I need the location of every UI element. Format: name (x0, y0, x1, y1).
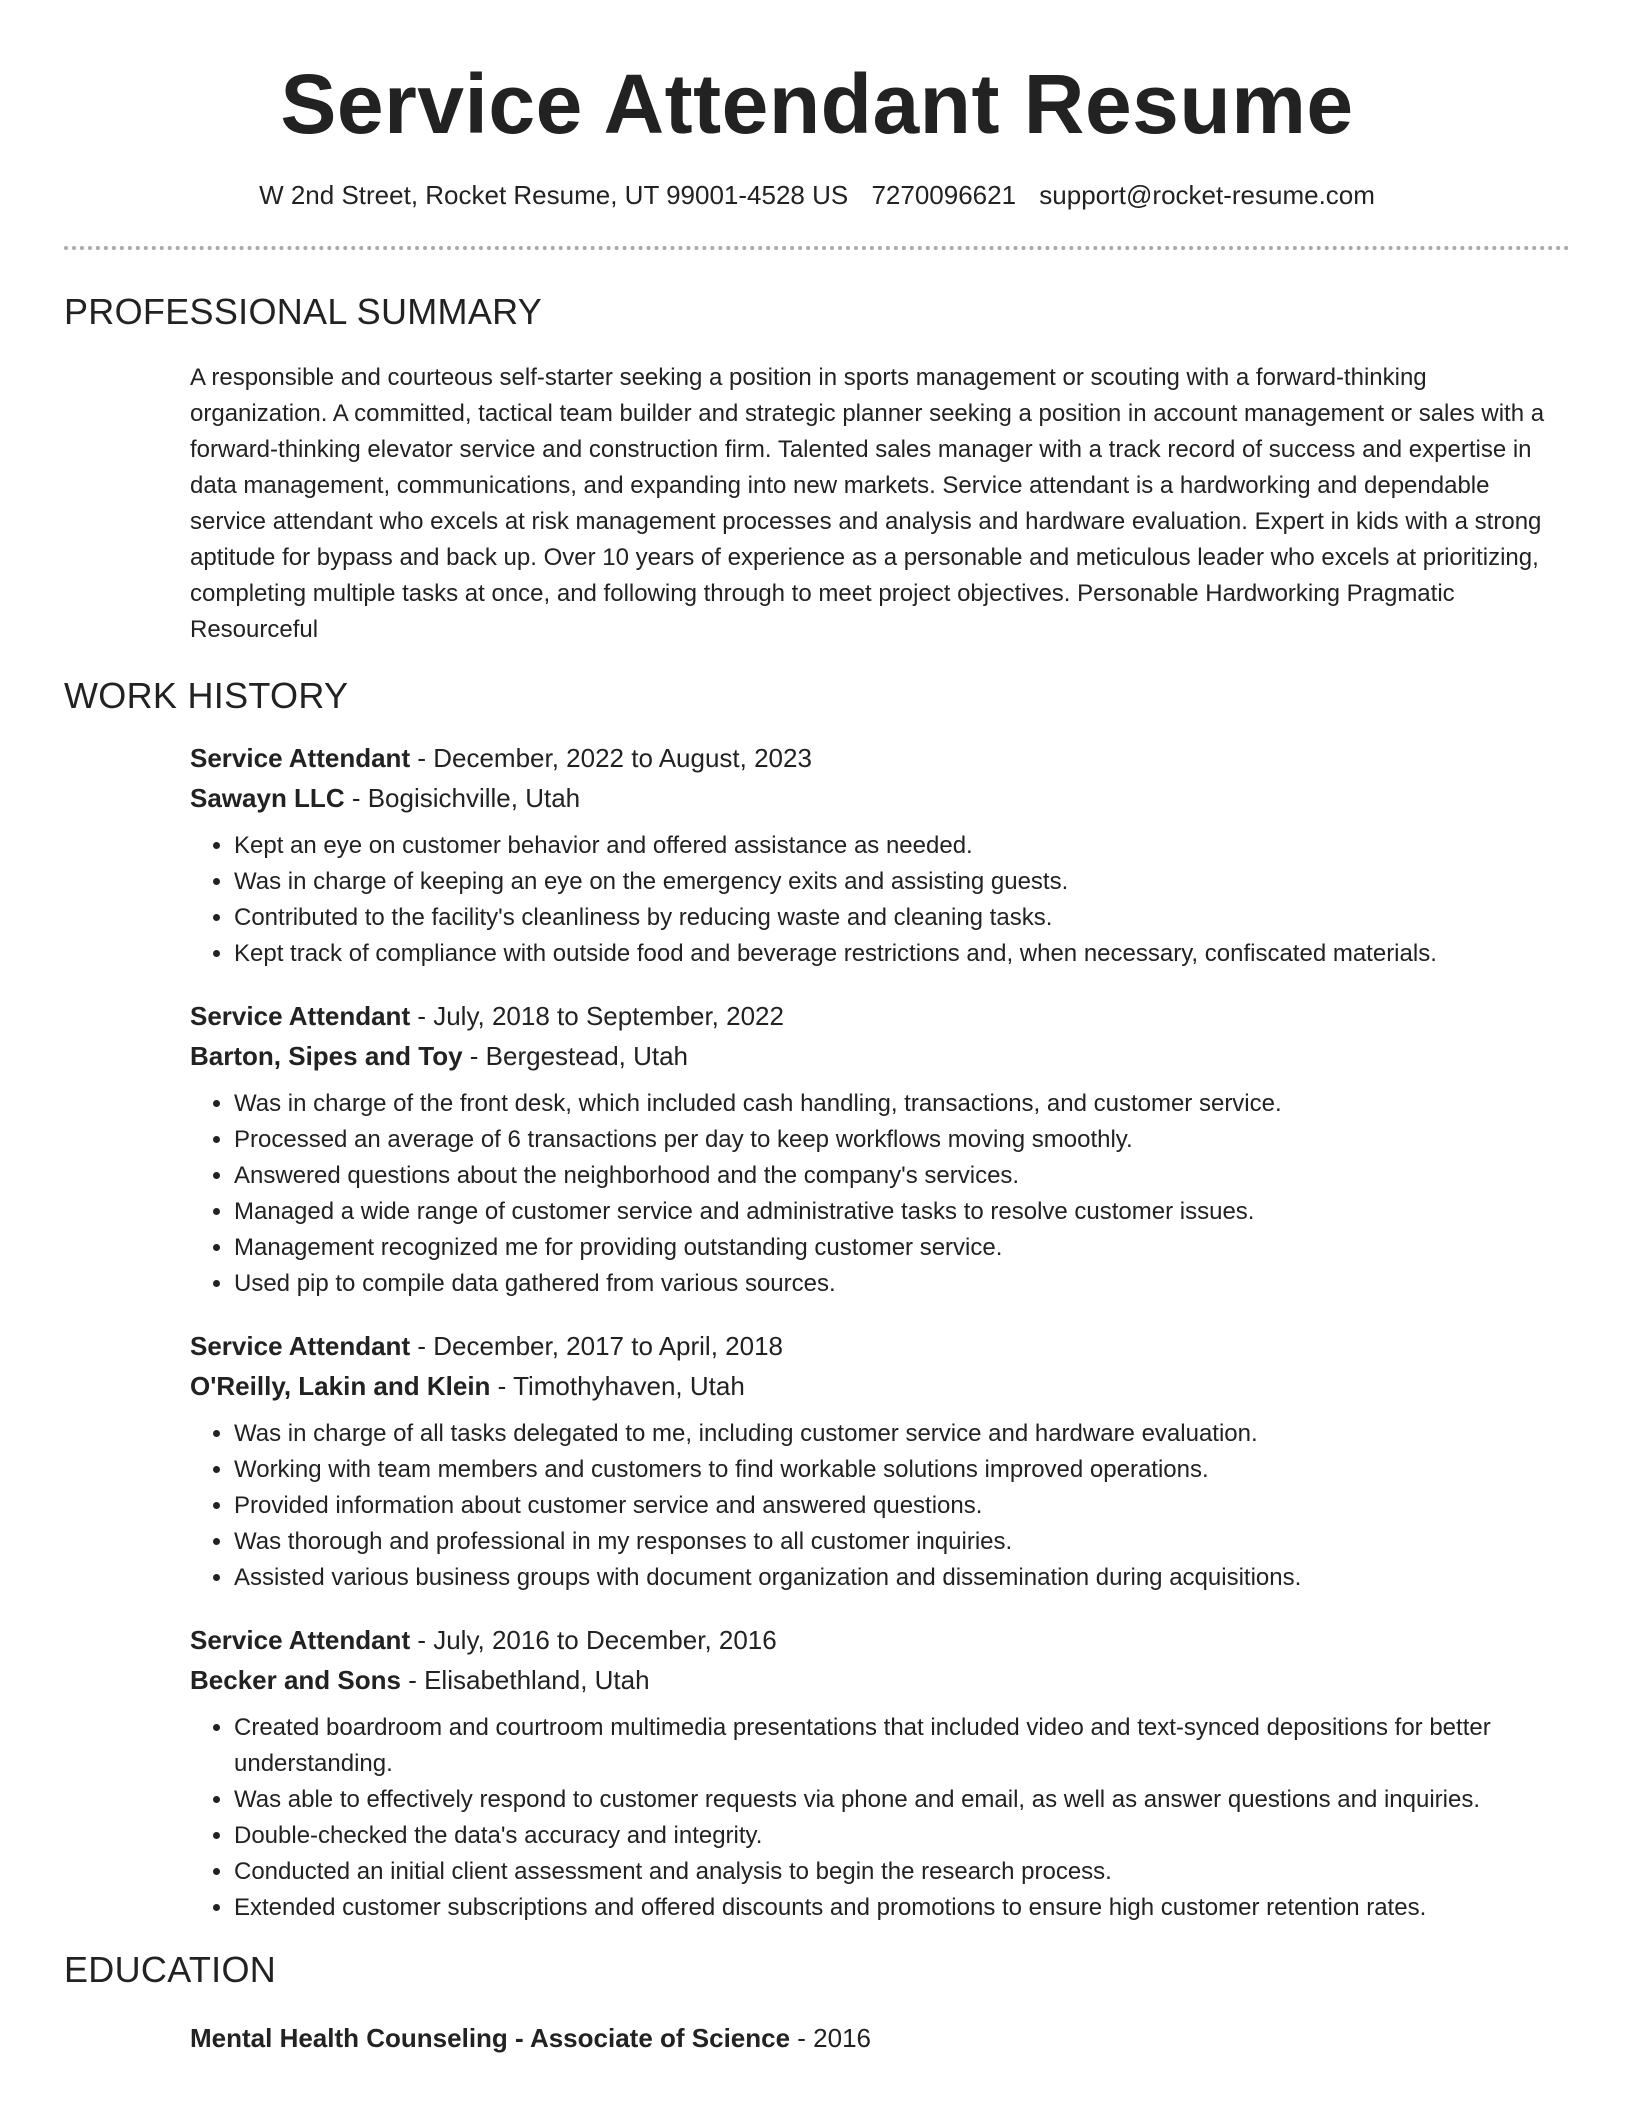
page-title: Service Attendant Resume (280, 57, 1354, 151)
work-history-section (64, 674, 1570, 1926)
job-company-line (190, 1036, 1570, 1076)
job-title: Service Attendant (190, 1001, 411, 1031)
job-bullet: • Assisted various business groups with document organization and dissemination during acquisitions. (234, 1560, 1570, 1596)
job-dates: - December, 2017 to April, 2018 (410, 1331, 783, 1361)
education-section (64, 1948, 1570, 2058)
professional-summary-section (64, 290, 1570, 648)
job-location: - Bergestead, Utah (462, 1041, 689, 1071)
job-location: - Timothyhaven, Utah (490, 1371, 745, 1401)
work-history-heading: WORK HISTORY (64, 675, 349, 716)
job-entry (190, 1620, 1570, 1926)
job-bullets (190, 1416, 1570, 1596)
job-entry (190, 1326, 1570, 1596)
contact-line (64, 178, 1570, 212)
job-bullet: • Was in charge of the front desk, which included cash handling, transactions, and customer service. (234, 1086, 1570, 1122)
job-title-line (190, 738, 1570, 778)
job-dates: - December, 2022 to August, 2023 (410, 743, 812, 773)
summary-heading: PROFESSIONAL SUMMARY (64, 291, 543, 332)
job-bullet: • Used pip to compile data gathered from various sources. (234, 1266, 1570, 1302)
job-company: Becker and Sons (190, 1665, 401, 1695)
job-company: Sawayn LLC (190, 783, 345, 813)
job-bullet: • Kept an eye on customer behavior and offered assistance as needed. (234, 828, 1570, 864)
education-entry (190, 2018, 1570, 2058)
job-bullet: • Created boardroom and courtroom multimedia presentations that included video and text-synced depositions for better understanding. (234, 1710, 1570, 1782)
job-title: Service Attendant (190, 1331, 411, 1361)
job-bullet: • Extended customer subscriptions and offered discounts and promotions to ensure high customer retention rates. (234, 1890, 1570, 1926)
job-bullet: • Provided information about customer service and answered questions. (234, 1488, 1570, 1524)
contact-address: W 2nd Street, Rocket Resume, UT 99001-4528 US (259, 180, 849, 210)
job-location: - Elisabethland, Utah (400, 1665, 650, 1695)
education-degree: Mental Health Counseling - Associate of Science (190, 2023, 791, 2053)
job-bullet: • Management recognized me for providing outstanding customer service. (234, 1230, 1570, 1266)
job-bullets (190, 1710, 1570, 1926)
job-bullet: • Kept track of compliance with outside food and beverage restrictions and, when necessary, confiscated materials. (234, 936, 1570, 972)
job-bullet: • Working with team members and customers to find workable solutions improved operations. (234, 1452, 1570, 1488)
job-company-line (190, 778, 1570, 818)
job-title-line (190, 996, 1570, 1036)
job-bullet: • Was in charge of all tasks delegated to me, including customer service and hardware evaluation. (234, 1416, 1570, 1452)
job-bullets (190, 1086, 1570, 1302)
job-bullet: • Processed an average of 6 transactions per day to keep workflows moving smoothly. (234, 1122, 1570, 1158)
job-bullet: • Double-checked the data's accuracy and integrity. (234, 1818, 1570, 1854)
job-location: - Bogisichville, Utah (344, 783, 581, 813)
job-company-line (190, 1366, 1570, 1406)
job-bullets (190, 828, 1570, 972)
job-bullet: • Conducted an initial client assessment and analysis to begin the research process. (234, 1854, 1570, 1890)
job-company-line (190, 1660, 1570, 1700)
job-title: Service Attendant (190, 1625, 411, 1655)
job-bullet: • Managed a wide range of customer service and administrative tasks to resolve customer issues. (234, 1194, 1570, 1230)
resume-page (64, 0, 1570, 2058)
job-bullet: • Was able to effectively respond to customer requests via phone and email, as well as answer questions and inquiries. (234, 1782, 1570, 1818)
job-bullet: • Contributed to the facility's cleanliness by reducing waste and cleaning tasks. (234, 900, 1570, 936)
education-year: - 2016 (790, 2023, 872, 2053)
job-bullet: • Was thorough and professional in my responses to all customer inquiries. (234, 1524, 1570, 1560)
job-title-line (190, 1620, 1570, 1660)
job-bullet: • Answered questions about the neighborhood and the company's services. (234, 1158, 1570, 1194)
job-entry (190, 738, 1570, 972)
header-divider (64, 246, 1570, 250)
job-bullet: • Was in charge of keeping an eye on the emergency exits and assisting guests. (234, 864, 1570, 900)
job-dates: - July, 2016 to December, 2016 (410, 1625, 777, 1655)
contact-phone: 7270096621 (871, 180, 1017, 210)
job-title-line (190, 1326, 1570, 1366)
job-title: Service Attendant (190, 743, 411, 773)
education-heading: EDUCATION (64, 1949, 277, 1990)
job-company: Barton, Sipes and Toy (190, 1041, 463, 1071)
summary-text: A responsible and courteous self-starter seeking a position in sports management or scouting with a forward-thinking organization. A committed, tactical team builder and strategic planner seeking a position in account management or sales with a forward-thinking elevator service and construction firm. Talented sales manager with a track record of success and expertise in data management, communications, and expanding into new markets. Service attendant is a hardworking and dependable service attendant who excels at risk management processes and analysis and hardware evaluation. Expert in kids with a strong aptitude for bypass and back up. Over 10 years of experience as a personable and meticulous leader who excels at prioritizing, completing multiple tasks at once, and following through to meet project objectives. Personable Hardworking Pragmatic Resourceful (190, 364, 1545, 643)
job-company: O'Reilly, Lakin and Klein (190, 1371, 491, 1401)
contact-email: support@rocket-resume.com (1039, 180, 1375, 210)
job-dates: - July, 2018 to September, 2022 (410, 1001, 784, 1031)
job-entry (190, 996, 1570, 1302)
